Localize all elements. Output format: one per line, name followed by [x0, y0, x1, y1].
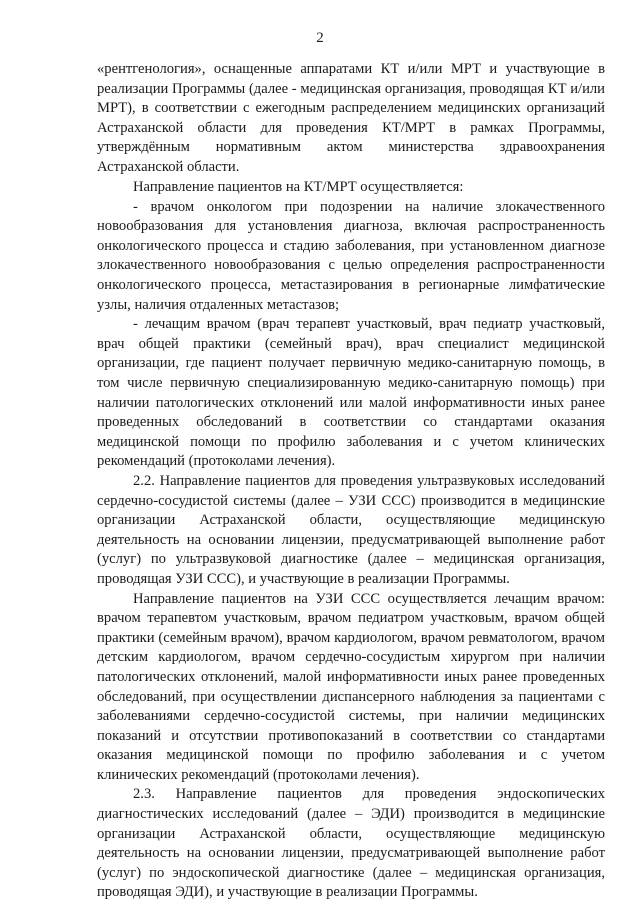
paragraph-section-2-2: 2.2. Направление пациентов для проведения ультразвуковых исследований сердечно-сосудистой системы (далее – УЗИ ССС) производится в медицинские организации Астраханской области, осуществляющие медицинскую деятельность на основании лицензии, предусматривающей выполнение работ (услуг) по ультразвуковой диагностике (далее – медицинская организация, проводящая УЗИ ССС), и участвующие в реализации Программы. — [97, 472, 605, 587]
paragraph-ct-mri-referral-heading: Направление пациентов на КТ/МРТ осуществляется: — [133, 179, 464, 196]
page-number: 2 — [316, 30, 324, 46]
paragraph-ct-mri-organizations: «рентгенология», оснащенные аппаратами КТ и/или МРТ и участвующие в реализации Программы (далее - медицинская организация, проводящая КТ и/или МРТ), в соответствии с ежегодным распределением медицинских организаций Астраханской области для проведения КТ/МРТ в рамках Программы, утверждённым нормативным актом министерства здравоохранения Астраханской области. — [97, 61, 605, 175]
paragraph-attending-physician-referral: - лечащим врачом (врач терапевт участковый, врач педиатр участковый, врач общей практики (семейный врач), врач специалист медицинской организации, где пациент получает первичную медико-санитарную помощь, в том числе первичную специализированную медико-санитарную помощь) при наличии патологических отклонений или малой информативности иных ранее проведенных обследований в соответствии со стандартами оказания медицинской помощи по профилю заболевания и с учетом клинических рекомендаций (протоколами лечения). — [97, 316, 605, 470]
paragraph-section-2-3: 2.3. Направление пациентов для проведения эндоскопических диагностических исследований (далее – ЭДИ) производится в медицинские организации Астраханской области, осуществляющие медицинскую деятельность на основании лицензии, предусматривающей выполнение работ (услуг) по эндоскопической диагностике (далее – медицинская организация, проводящая ЭДИ), и участвующие в реализации Программы. — [97, 786, 605, 901]
document-body — [97, 60, 605, 903]
paragraph-oncologist-referral: - врачом онкологом при подозрении на наличие злокачественного новообразования для установления диагноза, включая распространенность онкологического процесса и стадию заболевания, при установленном диагнозе злокачественного новообразования с целью определения распространенности онкологического процесса, метастазирования в регионарные лимфатические узлы, наличия отдаленных метастазов; — [97, 198, 605, 313]
paragraph-ultrasound-referral: Направление пациентов на УЗИ ССС осуществляется лечащим врачом: врачом терапевтом участковым, врачом педиатром участковым, врачом общей практики (семейным врачом), врачом кардиологом, врачом ревматологом, врачом детским кардиологом, врачом сердечно-сосудистым хирургом при наличии патологических отклонений, малой информативности иных ранее проведенных обследований, при осуществлении диспансерного наблюдения за пациентами с заболеваниями сердечно-сосудистой системы, при наличии медицинских показаний и отсутствии противопоказаний в соответствии со стандартами оказания медицинской помощи по профилю заболевания и с учетом клинических рекомендаций (протоколами лечения). — [97, 590, 605, 783]
